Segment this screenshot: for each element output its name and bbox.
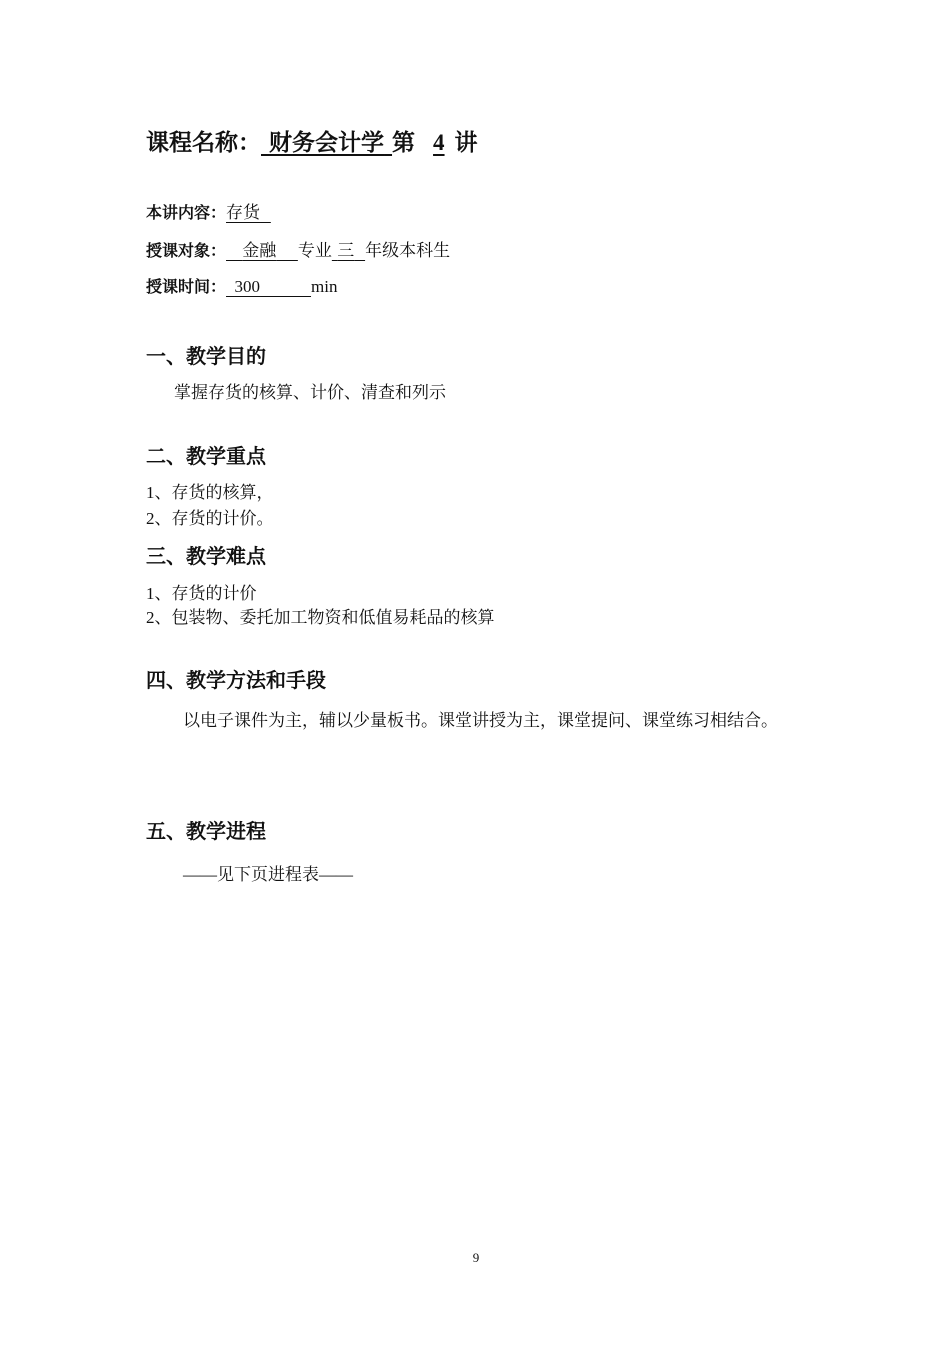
title-jiang: 讲 bbox=[454, 130, 478, 156]
lecture-number: 4 bbox=[433, 130, 445, 155]
content-label: 本讲内容： bbox=[146, 203, 227, 222]
meta-content-row bbox=[146, 198, 271, 223]
time-label: 授课时间： bbox=[146, 277, 227, 296]
section-3-line-2: 2、包装物、委托加工物资和低值易耗品的核算 bbox=[146, 608, 495, 627]
section-3-heading: 三、教学难点 bbox=[146, 544, 266, 568]
course-name: 财务会计学 bbox=[269, 130, 385, 156]
page-number: 9 bbox=[472, 1250, 480, 1265]
course-title bbox=[146, 124, 478, 157]
audience-grade: 三 bbox=[337, 241, 355, 261]
time-unit: min bbox=[311, 277, 338, 296]
section-2-heading: 二、教学重点 bbox=[146, 444, 266, 468]
section-1-heading: 一、教学目的 bbox=[146, 344, 266, 368]
meta-audience-row bbox=[146, 236, 450, 261]
audience-major-suffix: 专业 bbox=[297, 241, 332, 261]
title-di: 第 bbox=[392, 130, 416, 156]
title-label: 课程名称： bbox=[146, 130, 261, 156]
section-3-line-1: 1、存货的计价 bbox=[146, 584, 257, 603]
section-1-text: 掌握存货的核算、计价、清查和列示 bbox=[174, 383, 446, 402]
section-4-heading: 四、教学方法和手段 bbox=[146, 668, 326, 692]
audience-label: 授课对象： bbox=[146, 241, 227, 260]
section-4-paragraph: 以电子课件为主，辅以少量板书。课堂讲授为主，课堂提问、课堂练习相结合。 bbox=[183, 711, 778, 730]
content-value: 存货 bbox=[226, 203, 261, 223]
time-value: 300 bbox=[234, 277, 261, 296]
section-5-heading: 五、教学进程 bbox=[146, 819, 266, 843]
section-5-text: ——见下页进程表—— bbox=[183, 865, 353, 884]
section-2-line-1: 1、存货的核算， bbox=[146, 483, 274, 502]
section-2-line-2: 2、存货的计价。 bbox=[146, 509, 274, 528]
audience-grade-suffix: 年级本科生 bbox=[365, 241, 451, 261]
meta-time-row bbox=[146, 274, 337, 297]
audience-major: 金融 bbox=[242, 241, 277, 261]
